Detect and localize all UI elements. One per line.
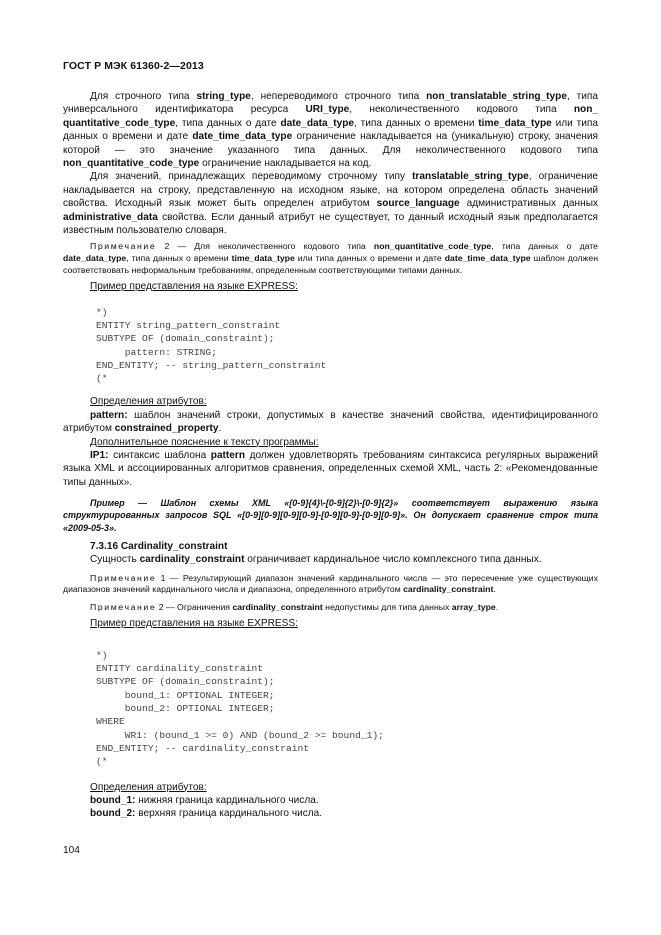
- paragraph-string-types: Для строчного типа string_type, непереводимого строчного типа non_translatable_string_type, типа универсального идентификатора ресурса URI_type, неколичественного кодового типа non_ quantitative_code_type, типа данных о дате date_data_type, типа данных о времени time_data_type или типа данных о времени и дате date_time_data_type ограничение накладывается на (уникальную) строку, значения которой — это значение указанного типа данных. Для неколичественного кодового типа non_quantitative_code_type ограничение накладывается на код.: [63, 91, 598, 170]
- express-code-block-2: *) ENTITY cardinality_constraint SUBTYPE OF (domain_constraint); bound_1: OPTIONAL INTEGER; bound_2: OPTIONAL INTEGER; WHERE WR1: (bound_1 >= 0) AND (bound_2 >= bound_1); END_ENTITY; -- cardinality_constraint (*: [96, 649, 384, 768]
- attribute-definitions-label-1: Определения атрибутов:: [90, 396, 207, 408]
- express-example-label-1: Пример представления на языке EXPRESS:: [90, 281, 298, 293]
- page-number: 104: [63, 845, 80, 856]
- note-1-cardinality: Примечание 1 — Результирующий диапазон значений кардинального числа — это пересечение уже существующих диапазонов значений кардинального числа и диапазона, определенного атрибутом cardinality_constraint.: [63, 572, 598, 595]
- page-content: [63, 90, 598, 821]
- attribute-definitions-label-2: Определения атрибутов:: [90, 781, 207, 793]
- informal-proposition-ip1: IP1: синтаксис шаблона pattern должен удовлетворять требованиям синтаксиса регулярных выражений языка XML и ассоциированных алгоритмов сравнения, определенных схемой XML, часть 2: «Рекомендованные типы данных».: [63, 450, 599, 488]
- document-header: ГОСТ Р МЭК 61360-2—2013: [63, 60, 204, 72]
- paragraph-translatable-string: Для значений, принадлежащих переводимому строчному типу translatable_string_type, ограничение накладывается на строку, представленную на исходном языке, на котором определена область значений свойства. Исходный язык может быть определен атрибутом source_language административных данных administrative_data свойства. Если данный атрибут не существует, то данный исходный язык предполагается известным пользователю словаря.: [63, 171, 599, 237]
- cardinality-constraint-description: Сущность cardinality_constraint ограничивает кардинальное число комплексного типа данных.: [90, 554, 542, 566]
- section-heading-7-3-16: 7.3.16 Cardinality_constraint: [90, 540, 228, 552]
- attribute-pattern-definition: pattern: шаблон значений строки, допустимых в качестве значений свойства, идентифицированного атрибутом constrained_property.: [63, 409, 598, 435]
- express-example-label-2: Пример представления на языке EXPRESS:: [90, 618, 298, 630]
- attribute-bound-2-definition: bound_2: верхняя граница кардинального числа.: [90, 808, 323, 820]
- express-code-block-1: *) ENTITY string_pattern_constraint SUBTYPE OF (domain_constraint); pattern: STRING; END_ENTITY; -- string_pattern_constraint (*: [96, 306, 327, 385]
- note-2-pattern: Примечание 2 — Для неколичественного кодового типа non_quantitative_code_type, типа данных о дате date_data_type, типа данных о времени time_data_type или типа данных о времени и дате date_time_data_type шаблон должен соответствовать неформальным требованиям, определенным соответствующими типами данных.: [63, 241, 598, 275]
- xml-pattern-example: Пример — Шаблон схемы XML «[0-9]{4}\-[0-9]{2}\-[0-9]{2}» соответствует выражению языка структурированных запросов SQL «[0-9][0-9][0-9][0-9]-[0-9][0-9]-[0-9][0-9]». Он допускает сравнение строк типа «2009-05-3».: [63, 498, 598, 533]
- informal-proposition-label: Дополнительное пояснение к тексту программы:: [90, 436, 319, 448]
- attribute-bound-1-definition: bound_1: нижняя граница кардинального числа.: [90, 794, 319, 806]
- note-2-cardinality: Примечание 2 — Ограничения cardinality_constraint недопустимы для типа данных array_type.: [90, 601, 499, 612]
